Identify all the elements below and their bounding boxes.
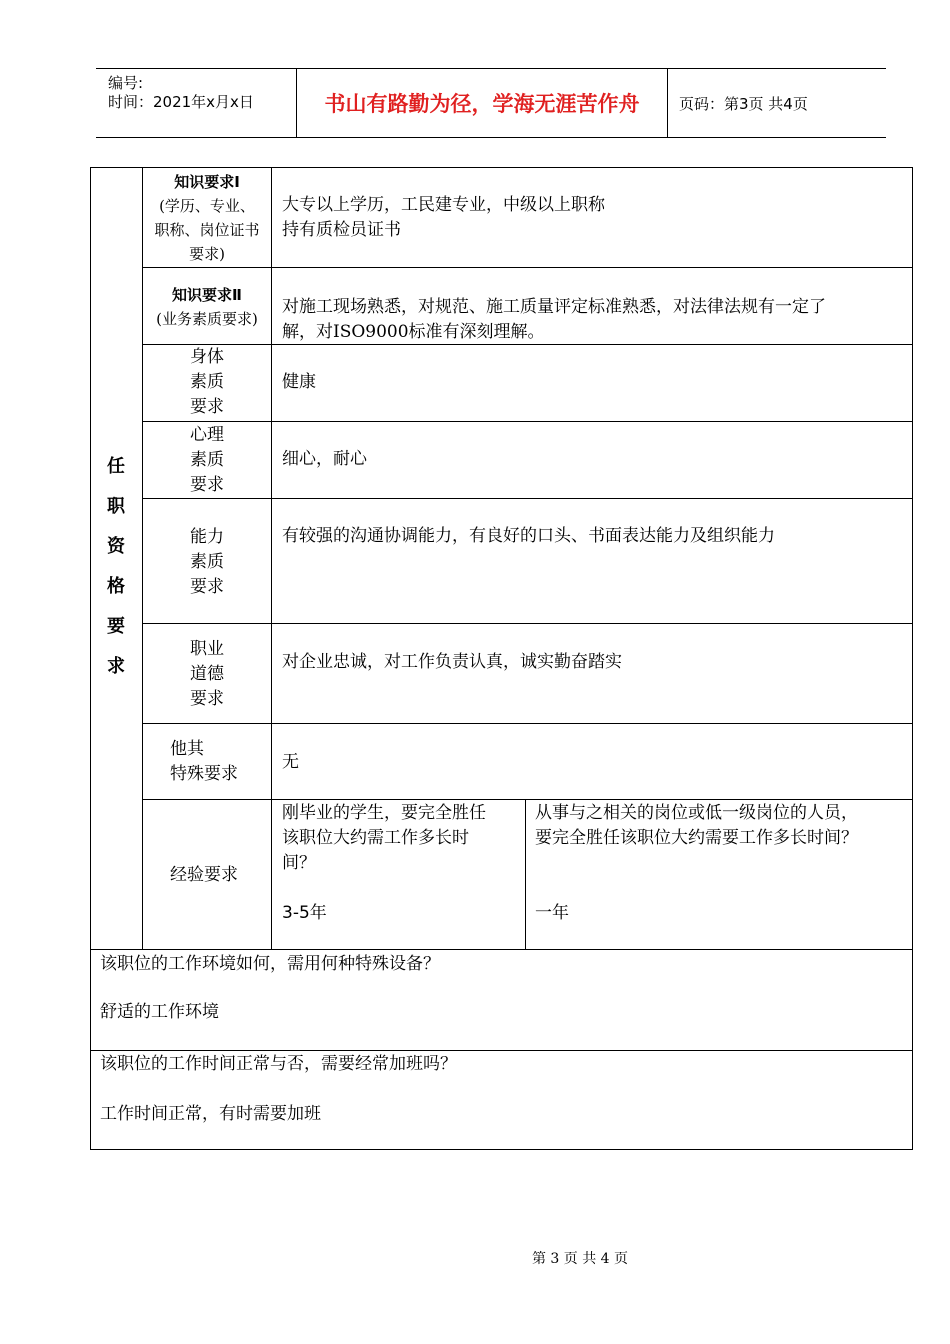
label-line: 要求 xyxy=(190,577,224,597)
time-label: 时间：2021年x月x日 xyxy=(108,93,254,111)
label-other xyxy=(170,737,238,787)
label-line: 要求 xyxy=(190,689,224,709)
worktime-question: 该职位的工作时间正常与否，需要经常加班吗？ xyxy=(100,1054,457,1074)
section-title-char: 资 xyxy=(107,536,125,557)
label-line: 心理 xyxy=(190,425,224,445)
label-ability xyxy=(190,525,224,600)
experience-graduate xyxy=(282,801,522,926)
content-other: 无 xyxy=(282,752,299,772)
content-ability: 有较强的沟通协调能力，有良好的口头、书面表达能力及组织能力 xyxy=(282,526,775,546)
content-physical: 健康 xyxy=(282,372,316,392)
number-label: 编号: xyxy=(108,74,144,92)
label-line: (学历、专业、 xyxy=(159,197,255,215)
content-knowledge-2 xyxy=(282,295,826,345)
content-line: 对施工现场熟悉，对规范、施工质量评定标准熟悉，对法律法规有一定了 xyxy=(282,297,826,317)
label-line: 素质 xyxy=(190,450,224,470)
label-experience: 经验要求 xyxy=(170,865,238,885)
label-line: 要求 xyxy=(190,397,224,417)
environment-answer: 舒适的工作环境 xyxy=(100,1002,219,1022)
section-title-char: 求 xyxy=(107,656,125,677)
label-line: 职业 xyxy=(190,639,224,659)
question-line: 间？ xyxy=(282,853,316,873)
label-knowledge-2 xyxy=(143,283,271,331)
content-ethics: 对企业忠诚，对工作负责认真，诚实勤奋踏实 xyxy=(282,652,622,672)
content-line: 持有质检员证书 xyxy=(282,220,401,240)
question-line: 从事与之相关的岗位或低一级岗位的人员， xyxy=(535,803,858,823)
page-footer xyxy=(0,1248,950,1268)
label-line: 身体 xyxy=(190,347,224,367)
question-line: 刚毕业的学生，要完全胜任 xyxy=(282,803,486,823)
section-title-char: 格 xyxy=(107,576,125,597)
motto: 书山有路勤为径，学海无涯苦作舟 xyxy=(296,69,668,137)
environment-question: 该职位的工作环境如何，需用何种特殊设备？ xyxy=(100,954,440,974)
label-title: 知识要求Ⅰ xyxy=(174,173,240,191)
question-line: 要完全胜任该职位大约需要工作多长时间？ xyxy=(535,828,858,848)
section-title xyxy=(90,447,142,687)
content-line: 大专以上学历，工民建专业，中级以上职称 xyxy=(282,195,605,215)
document-header xyxy=(96,68,886,138)
label-title: 知识要求Ⅱ xyxy=(172,286,242,304)
label-knowledge-1 xyxy=(143,170,271,266)
label-physical xyxy=(190,345,224,420)
experience-related xyxy=(535,801,911,926)
label-line: 能力 xyxy=(190,527,224,547)
footer-page-number: 第 3 页 共 4 页 xyxy=(531,1251,629,1267)
label-line: 要求) xyxy=(189,245,225,263)
answer: 一年 xyxy=(535,903,569,923)
content-line: 解，对ISO9000标准有深刻理解。 xyxy=(282,322,545,342)
page-info: 页码：第3页 共4页 xyxy=(679,94,808,113)
label-line: (业务素质要求) xyxy=(156,310,258,328)
qualification-table xyxy=(90,167,913,1150)
section-title-char: 职 xyxy=(107,496,125,517)
content-psychological: 细心，耐心 xyxy=(282,449,367,469)
label-line: 他其 xyxy=(170,739,204,759)
label-line: 要求 xyxy=(190,475,224,495)
label-line: 特殊要求 xyxy=(170,764,238,784)
label-line: 职称、岗位证书 xyxy=(154,221,260,239)
label-line: 道德 xyxy=(190,664,224,684)
header-meta xyxy=(96,69,296,137)
worktime-answer: 工作时间正常，有时需要加班 xyxy=(100,1104,321,1124)
section-title-char: 要 xyxy=(107,616,125,637)
label-ethics xyxy=(190,637,224,712)
content-knowledge-1 xyxy=(282,193,605,243)
answer: 3-5年 xyxy=(282,903,327,923)
label-line: 素质 xyxy=(190,552,224,572)
section-title-char: 任 xyxy=(107,456,125,477)
label-psychological xyxy=(190,423,224,498)
question-line: 该职位大约需工作多长时 xyxy=(282,828,469,848)
label-line: 素质 xyxy=(190,372,224,392)
